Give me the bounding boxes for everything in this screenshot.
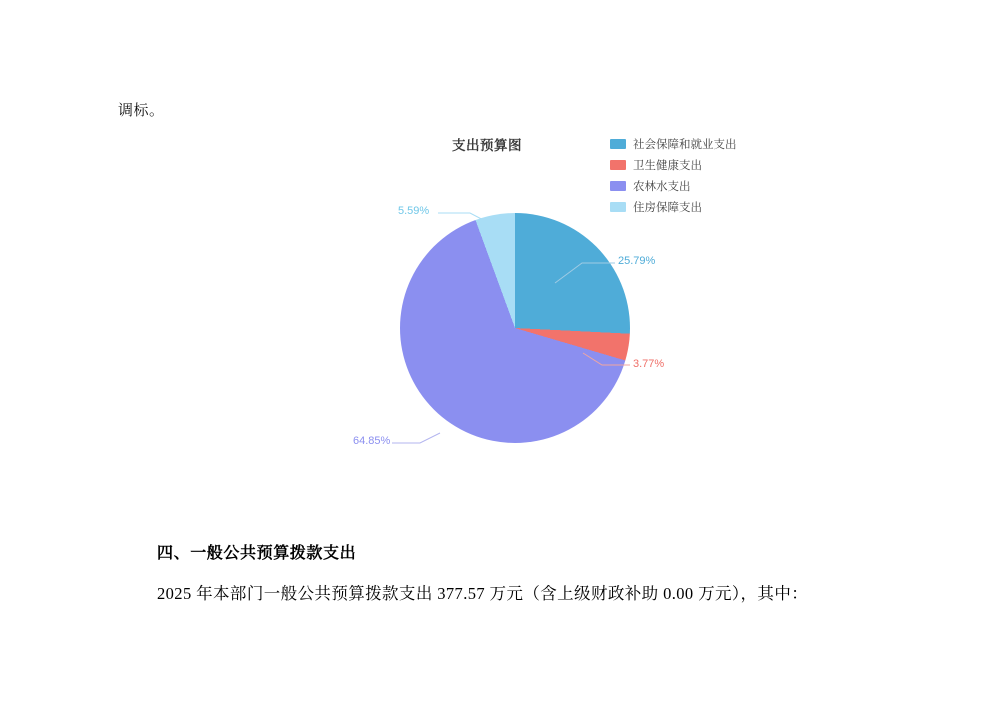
top-paragraph: 调标。 bbox=[118, 102, 165, 119]
section-heading: 四、一般公共预算拨款支出 bbox=[157, 545, 357, 562]
legend-item bbox=[610, 133, 785, 154]
legend-swatch-icon bbox=[610, 181, 626, 191]
legend-swatch-icon bbox=[610, 160, 626, 170]
legend-swatch-icon bbox=[610, 139, 626, 149]
slice-label-agriculture: 64.85% bbox=[353, 435, 391, 447]
body-paragraph: 2025 年本部门一般公共预算拨款支出 377.57 万元（含上级财政补助 0.00 万元），其中： bbox=[157, 584, 809, 603]
pie-slices bbox=[400, 213, 630, 443]
legend-swatch-icon bbox=[610, 202, 626, 212]
legend-item bbox=[610, 154, 785, 175]
slice-label-housing: 5.59% bbox=[398, 205, 430, 217]
legend-label: 住房保障支出 bbox=[633, 201, 702, 214]
chart-title: 支出预算图 bbox=[452, 138, 522, 153]
pie-area bbox=[353, 205, 665, 447]
legend-item bbox=[610, 175, 785, 196]
legend-item bbox=[610, 196, 785, 217]
slice-label-social-security: 25.79% bbox=[618, 255, 656, 267]
slice-label-health: 3.77% bbox=[633, 358, 665, 370]
legend-label: 社会保障和就业支出 bbox=[633, 138, 737, 151]
chart-legend bbox=[610, 133, 785, 217]
legend-label: 农林水支出 bbox=[633, 180, 691, 193]
legend-label: 卫生健康支出 bbox=[633, 159, 702, 172]
expenditure-pie-chart bbox=[353, 125, 780, 485]
